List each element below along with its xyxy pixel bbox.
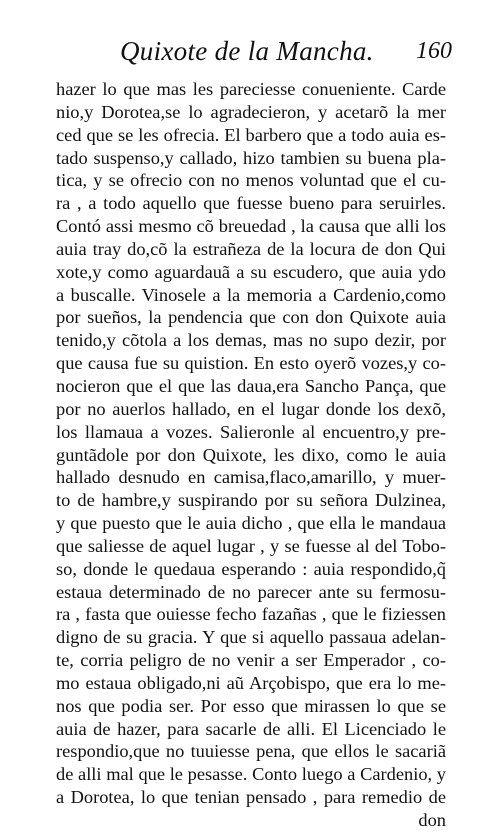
text-line: ra , a todo aquello que fuesse bueno para seruirles. — [56, 193, 446, 214]
text-line: mo estaua obligado,ni aũ Arçobispo, que era lo me- — [56, 672, 446, 693]
text-line: por sueños, la pendencia que con don Quixote auia — [56, 307, 446, 328]
running-title: Quixote de la Mancha. — [120, 36, 374, 66]
text-line: te, corria peligro de no venir a ser Emperador , co- — [56, 650, 446, 671]
text-line: que saliesse de aquel lugar , y se fuesse al del Tobo- — [56, 535, 446, 556]
text-line: respondio,que no tuuiesse pena, que ellos le sacariã — [56, 741, 446, 762]
running-head — [112, 36, 452, 70]
text-line: por no auerlos hallado, en el lugar donde los dexõ, — [56, 398, 446, 419]
text-line: nocieron que el que las daua,era Sancho Pança, que — [56, 375, 446, 396]
text-line: y que puesto que le auia dicho , que ella le mandaua — [56, 513, 446, 534]
catchword: don — [418, 810, 446, 830]
text-line: tica, y se ofrecio con no menos voluntad que el cu- — [56, 170, 446, 191]
text-line: nio,y Dorotea,se lo agradecieron, y acetarõ la mer — [56, 101, 446, 122]
text-line: que causa fue su quistion. En esto oyerõ vozes,y co- — [56, 353, 446, 374]
text-line: guntãdole por don Quixote, les dixo, como le auia — [56, 444, 446, 465]
text-line: auia tray do,cõ la estrañeza de la locura de don Qui — [56, 238, 446, 259]
text-line: de alli mal que le pesasse. Conto luego a Cardenio, y — [56, 764, 446, 785]
text-line: auia de hazer, para sacarle de alli. El Licenciado le — [56, 718, 446, 739]
text-line: xote,y como aguardauã a su escudero, que auia ydo — [56, 261, 446, 282]
text-line: hallado desnudo en camisa,flaco,amarillo, y muer- — [56, 467, 446, 488]
text-line: hazer lo que mas les pareciesse conueniente. Carde — [56, 79, 446, 99]
text-line: ced que se les ofrecia. El barbero que a todo auia es- — [56, 124, 446, 145]
text-line: so, donde le quedaua esperando : auia respondido,q̃ — [56, 558, 446, 579]
body-text — [56, 78, 446, 832]
text-line: a buscalle. Vinosele a la memoria a Cardenio,como — [56, 284, 446, 305]
text-line: Contó assi mesmo cõ breuedad , la causa que alli los — [56, 216, 446, 237]
text-line: estaua determinado de no parecer ante su fermosu- — [56, 581, 446, 602]
text-line: nos que podia ser. Por esso que mirassen lo que se — [56, 695, 446, 716]
page-number: 160 — [416, 38, 452, 64]
text-line: digno de su gracia. Y que si aquello passaua adelan- — [56, 627, 446, 648]
text-line: a Dorotea, lo que tenian pensado , para remedio de — [56, 787, 446, 808]
text-line: tado suspenso,y callado, hizo tambien su buena pla- — [56, 147, 446, 168]
text-line: ra , fasta que ouiesse fecho fazañas , que le fiziessen — [56, 604, 446, 625]
text-line: to de hambre,y suspirando por su señora Dulzinea, — [56, 490, 446, 511]
text-line: los llamaua a vozes. Salieronle al encuentro,y pre- — [56, 421, 446, 442]
text-line: tenido,y cõtola a los demas, mas no supo dezir, por — [56, 330, 446, 351]
